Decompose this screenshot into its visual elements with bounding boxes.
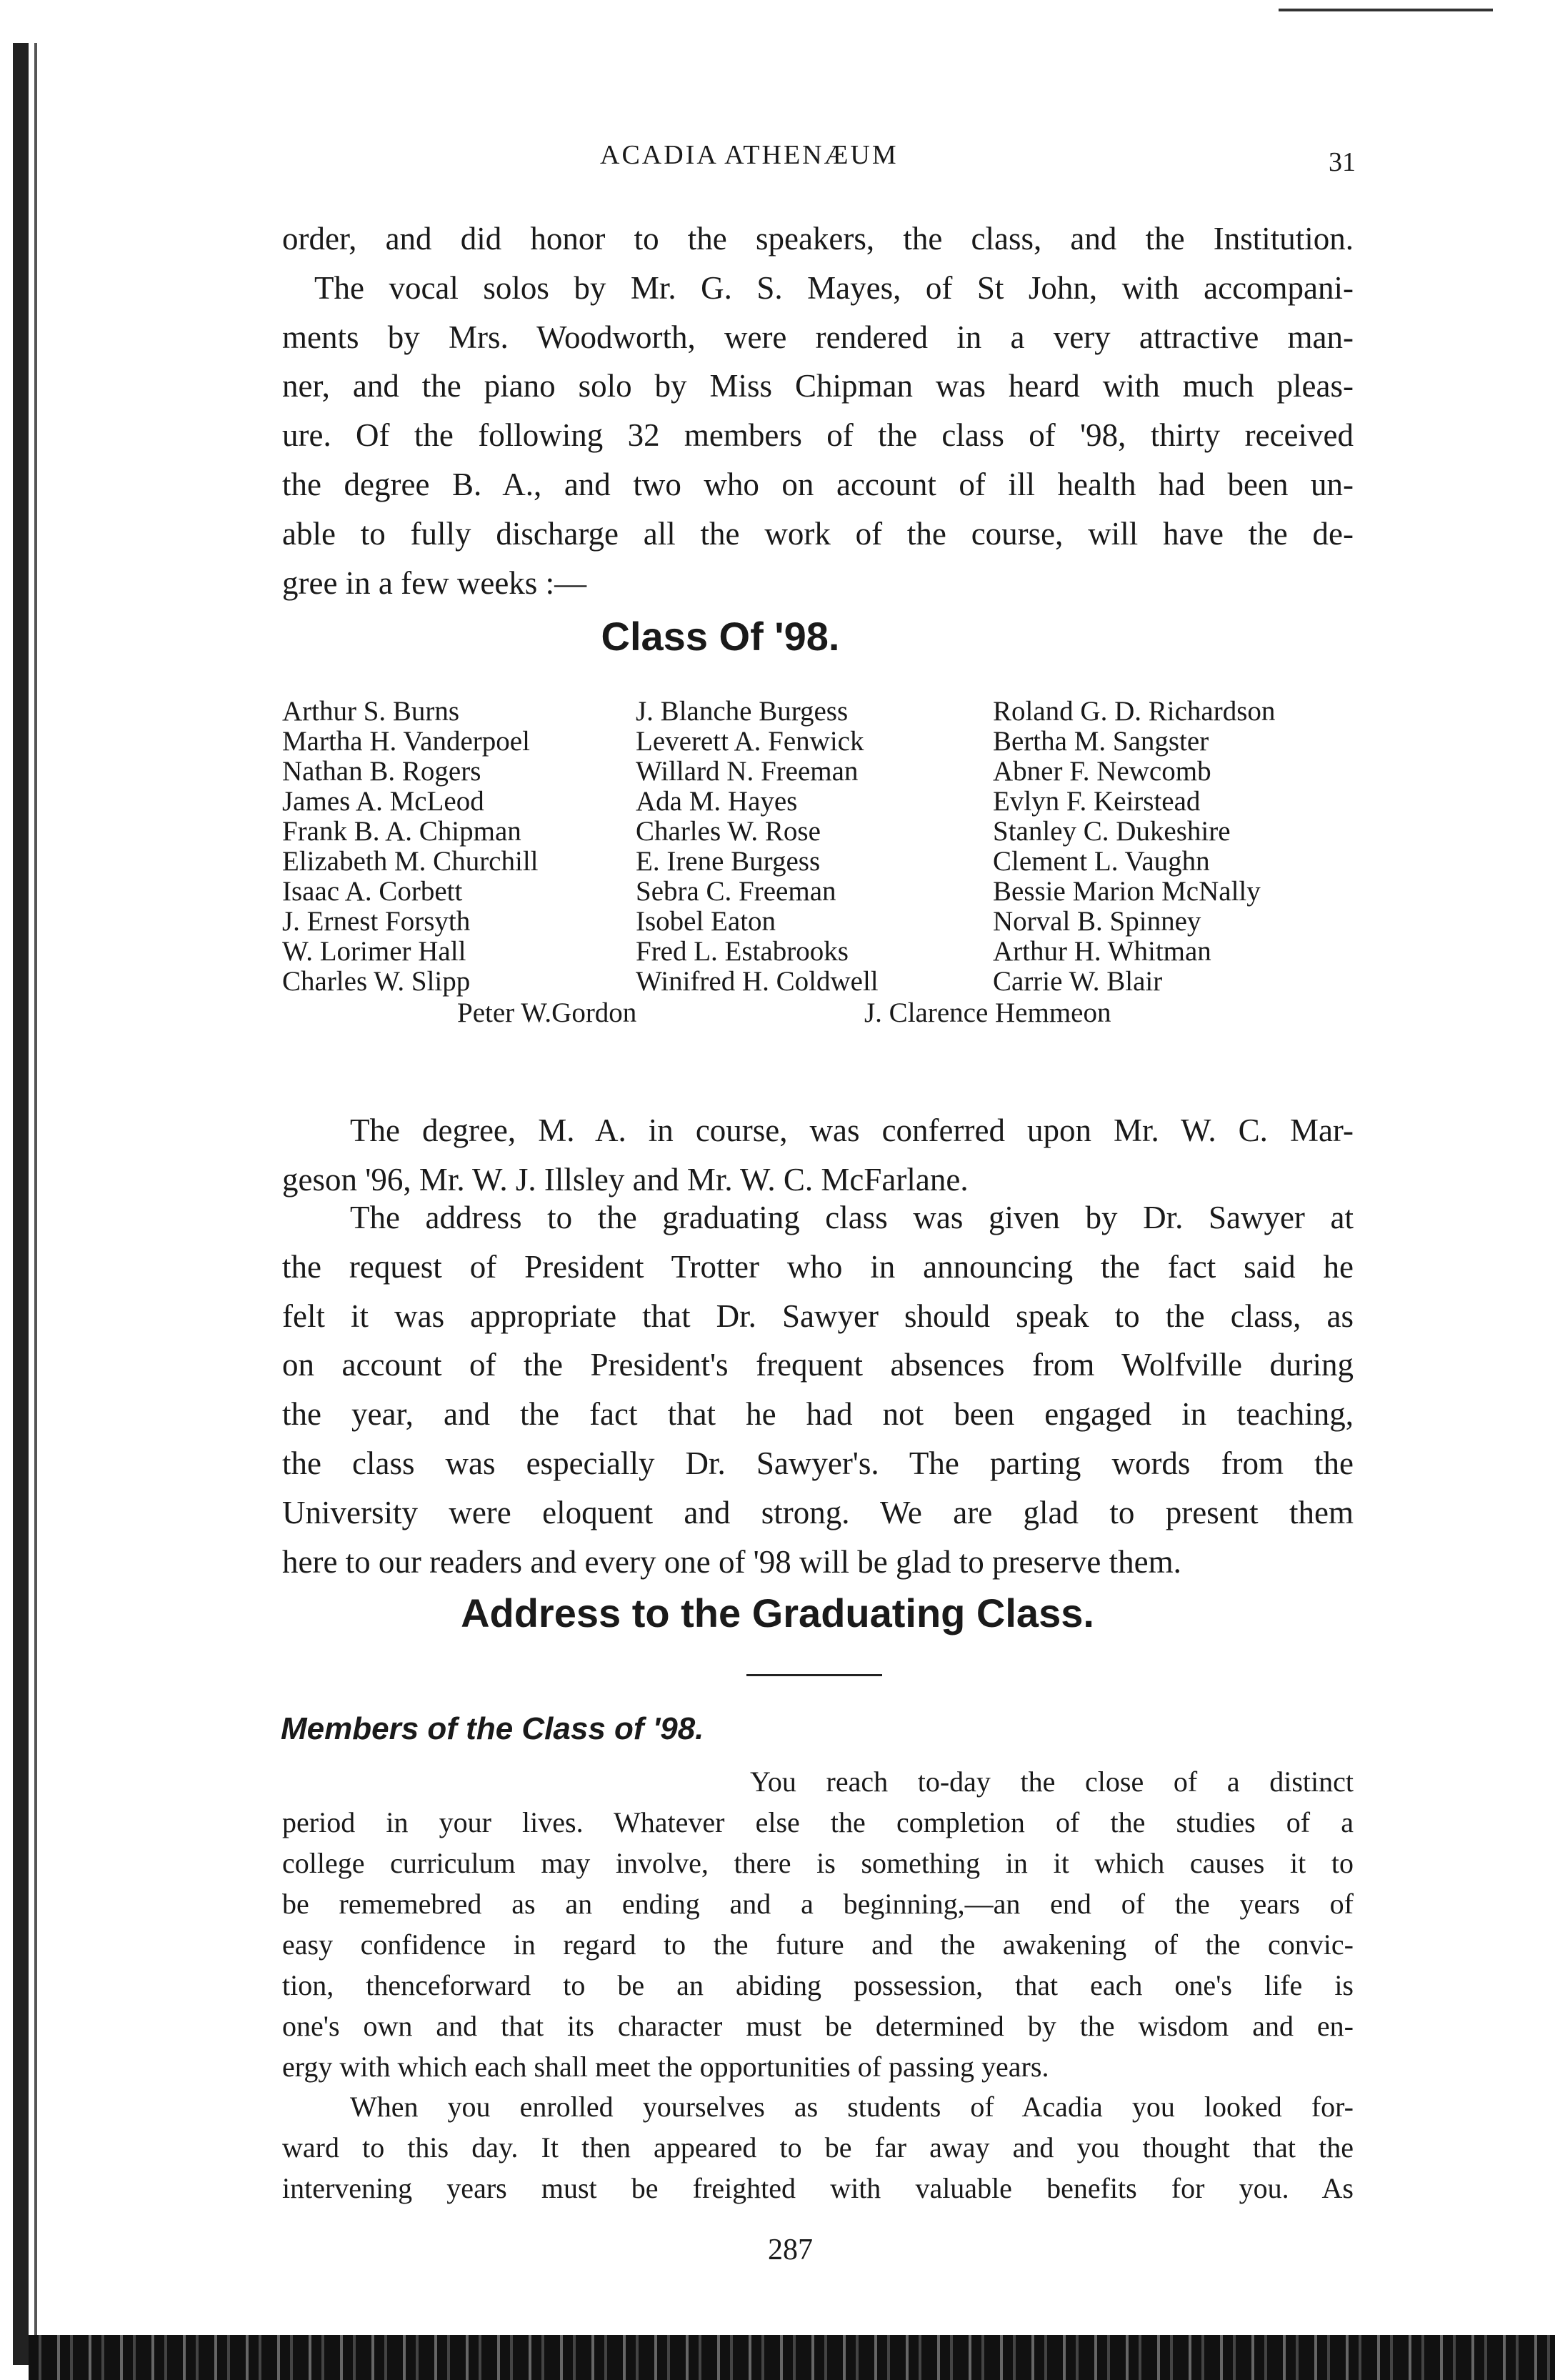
- scan-mark-top: [1279, 9, 1493, 11]
- graduate-name: Willard N. Freeman: [636, 756, 859, 787]
- graduate-name: Isobel Eaton: [636, 906, 776, 937]
- graduate-name: Nathan B. Rogers: [282, 756, 481, 787]
- graduate-name: Winifred H. Coldwell: [636, 966, 879, 997]
- graduate-name: Arthur H. Whitman: [993, 936, 1211, 967]
- ma-line: The degree, M. A. in course, was conferred upon Mr. W. C. Mar-: [350, 1112, 1354, 1148]
- page-number: 31: [1329, 147, 1356, 177]
- graduate-name: W. Lorimer Hall: [282, 936, 466, 967]
- address-paragraph-1: [282, 1761, 1354, 2087]
- graduate-name: Frank B. A. Chipman: [282, 816, 521, 847]
- address-heading: Address to the Graduating Class.: [461, 1590, 1094, 1635]
- graduate-name: Sebra C. Freeman: [636, 876, 836, 907]
- graduate-name-last-row: Peter W.Gordon: [457, 997, 637, 1028]
- graduate-name: Evlyn F. Keirstead: [993, 786, 1201, 817]
- address-line: college curriculum may involve, there is something in it which causes it to: [282, 1847, 1354, 1879]
- graduate-name: Fred L. Estabrooks: [636, 936, 849, 967]
- salutation: Members of the Class of '98.: [281, 1711, 704, 1746]
- intro-paragraph: [282, 214, 1354, 607]
- address-intro-paragraph: [282, 1193, 1354, 1586]
- intro-line: ments by Mrs. Woodworth, were rendered in a very attractive man-: [282, 319, 1354, 355]
- address-line: ward to this day. It then appeared to be far away and you thought that the: [282, 2131, 1354, 2164]
- address-line: be rememebred as an ending and a beginning,—an end of the years of: [282, 1888, 1354, 1920]
- intro-line: The vocal solos by Mr. G. S. Mayes, of St John, with accompani-: [314, 269, 1354, 306]
- intro-line: able to fully discharge all the work of the course, will have the de-: [282, 515, 1354, 552]
- address-line: intervening years must be freighted with valuable benefits for you. As: [282, 2172, 1354, 2204]
- graduate-name: J. Blanche Burgess: [636, 696, 849, 727]
- section-rule: [746, 1674, 882, 1676]
- address-line: period in your lives. Whatever else the completion of the studies of a: [282, 1806, 1354, 1838]
- graduate-name: Elizabeth M. Churchill: [282, 846, 539, 877]
- graduate-name: Norval B. Spinney: [993, 906, 1201, 937]
- address-intro-line: on account of the President's frequent absences from Wolfville during: [282, 1347, 1354, 1383]
- address-line: ergy with which each shall meet the opportunities of passing years.: [282, 2051, 1049, 2083]
- address-line: one's own and that its character must be determined by the wisdom and en-: [282, 2010, 1354, 2042]
- address-line: When you enrolled yourselves as students of Acadia you looked for-: [350, 2091, 1354, 2123]
- graduate-name: Isaac A. Corbett: [282, 876, 463, 907]
- ma-line: geson '96, Mr. W. J. Illsley and Mr. W. C. McFarlane.: [282, 1161, 969, 1198]
- address-line: You reach to-day the close of a distinct: [750, 1766, 1354, 1798]
- names-column-1: [282, 697, 539, 997]
- scan-border-left: [13, 43, 29, 2365]
- graduate-name: Charles W. Slipp: [282, 966, 471, 997]
- address-intro-line: the year, and the fact that he had not been engaged in teaching,: [282, 1396, 1354, 1433]
- ma-degree-paragraph: [282, 1106, 1354, 1205]
- graduate-name: Ada M. Hayes: [636, 786, 798, 817]
- address-intro-line: felt it was appropriate that Dr. Sawyer should speak to the class, as: [282, 1298, 1354, 1334]
- scan-border-left-inner: [34, 43, 37, 2365]
- graduate-name: Carrie W. Blair: [993, 966, 1163, 997]
- running-title: ACADIA ATHENÆUM: [600, 140, 899, 170]
- graduate-name: Stanley C. Dukeshire: [993, 816, 1231, 847]
- graduate-name: James A. McLeod: [282, 786, 484, 817]
- graduate-name: Clement L. Vaughn: [993, 846, 1210, 877]
- folio-number: 287: [768, 2234, 813, 2266]
- graduate-name: Bessie Marion McNally: [993, 876, 1261, 907]
- names-column-2: [636, 697, 879, 997]
- address-intro-line: University were eloquent and strong. We are glad to present them: [282, 1494, 1354, 1530]
- graduate-name: J. Ernest Forsyth: [282, 906, 471, 937]
- names-column-3: [993, 697, 1275, 997]
- graduate-name-last-row: J. Clarence Hemmeon: [864, 997, 1111, 1028]
- address-intro-line: the request of President Trotter who in announcing the fact said he: [282, 1248, 1354, 1285]
- intro-line: ure. Of the following 32 members of the class of '98, thirty received: [282, 417, 1354, 454]
- address-line: easy confidence in regard to the future and the awakening of the convic-: [282, 1928, 1354, 1961]
- intro-line: the degree B. A., and two who on account of ill health had been un-: [282, 466, 1354, 502]
- address-intro-line: here to our readers and every one of '98 will be glad to preserve them.: [282, 1543, 1181, 1580]
- graduate-name: Abner F. Newcomb: [993, 756, 1211, 787]
- intro-line: ner, and the piano solo by Miss Chipman was heard with much pleas-: [282, 368, 1354, 404]
- graduate-name: Martha H. Vanderpoel: [282, 726, 530, 757]
- scan-border-bottom: [29, 2335, 1555, 2380]
- graduate-name: Roland G. D. Richardson: [993, 696, 1276, 727]
- address-line: tion, thenceforward to be an abiding possession, that each one's life is: [282, 1969, 1354, 2001]
- graduate-name: Bertha M. Sangster: [993, 726, 1209, 757]
- class-list-heading: Class Of '98.: [601, 614, 840, 659]
- address-paragraph-2: [282, 2086, 1354, 2209]
- graduate-name: Leverett A. Fenwick: [636, 726, 864, 757]
- intro-line: gree in a few weeks :—: [282, 564, 587, 601]
- graduate-name: Arthur S. Burns: [282, 696, 460, 727]
- graduate-name: E. Irene Burgess: [636, 846, 821, 877]
- graduate-name: Charles W. Rose: [636, 816, 821, 847]
- address-intro-line: The address to the graduating class was given by Dr. Sawyer at: [350, 1200, 1354, 1235]
- intro-line: order, and did honor to the speakers, the class, and the Institution.: [282, 221, 1354, 257]
- address-intro-line: the class was especially Dr. Sawyer's. The parting words from the: [282, 1445, 1354, 1481]
